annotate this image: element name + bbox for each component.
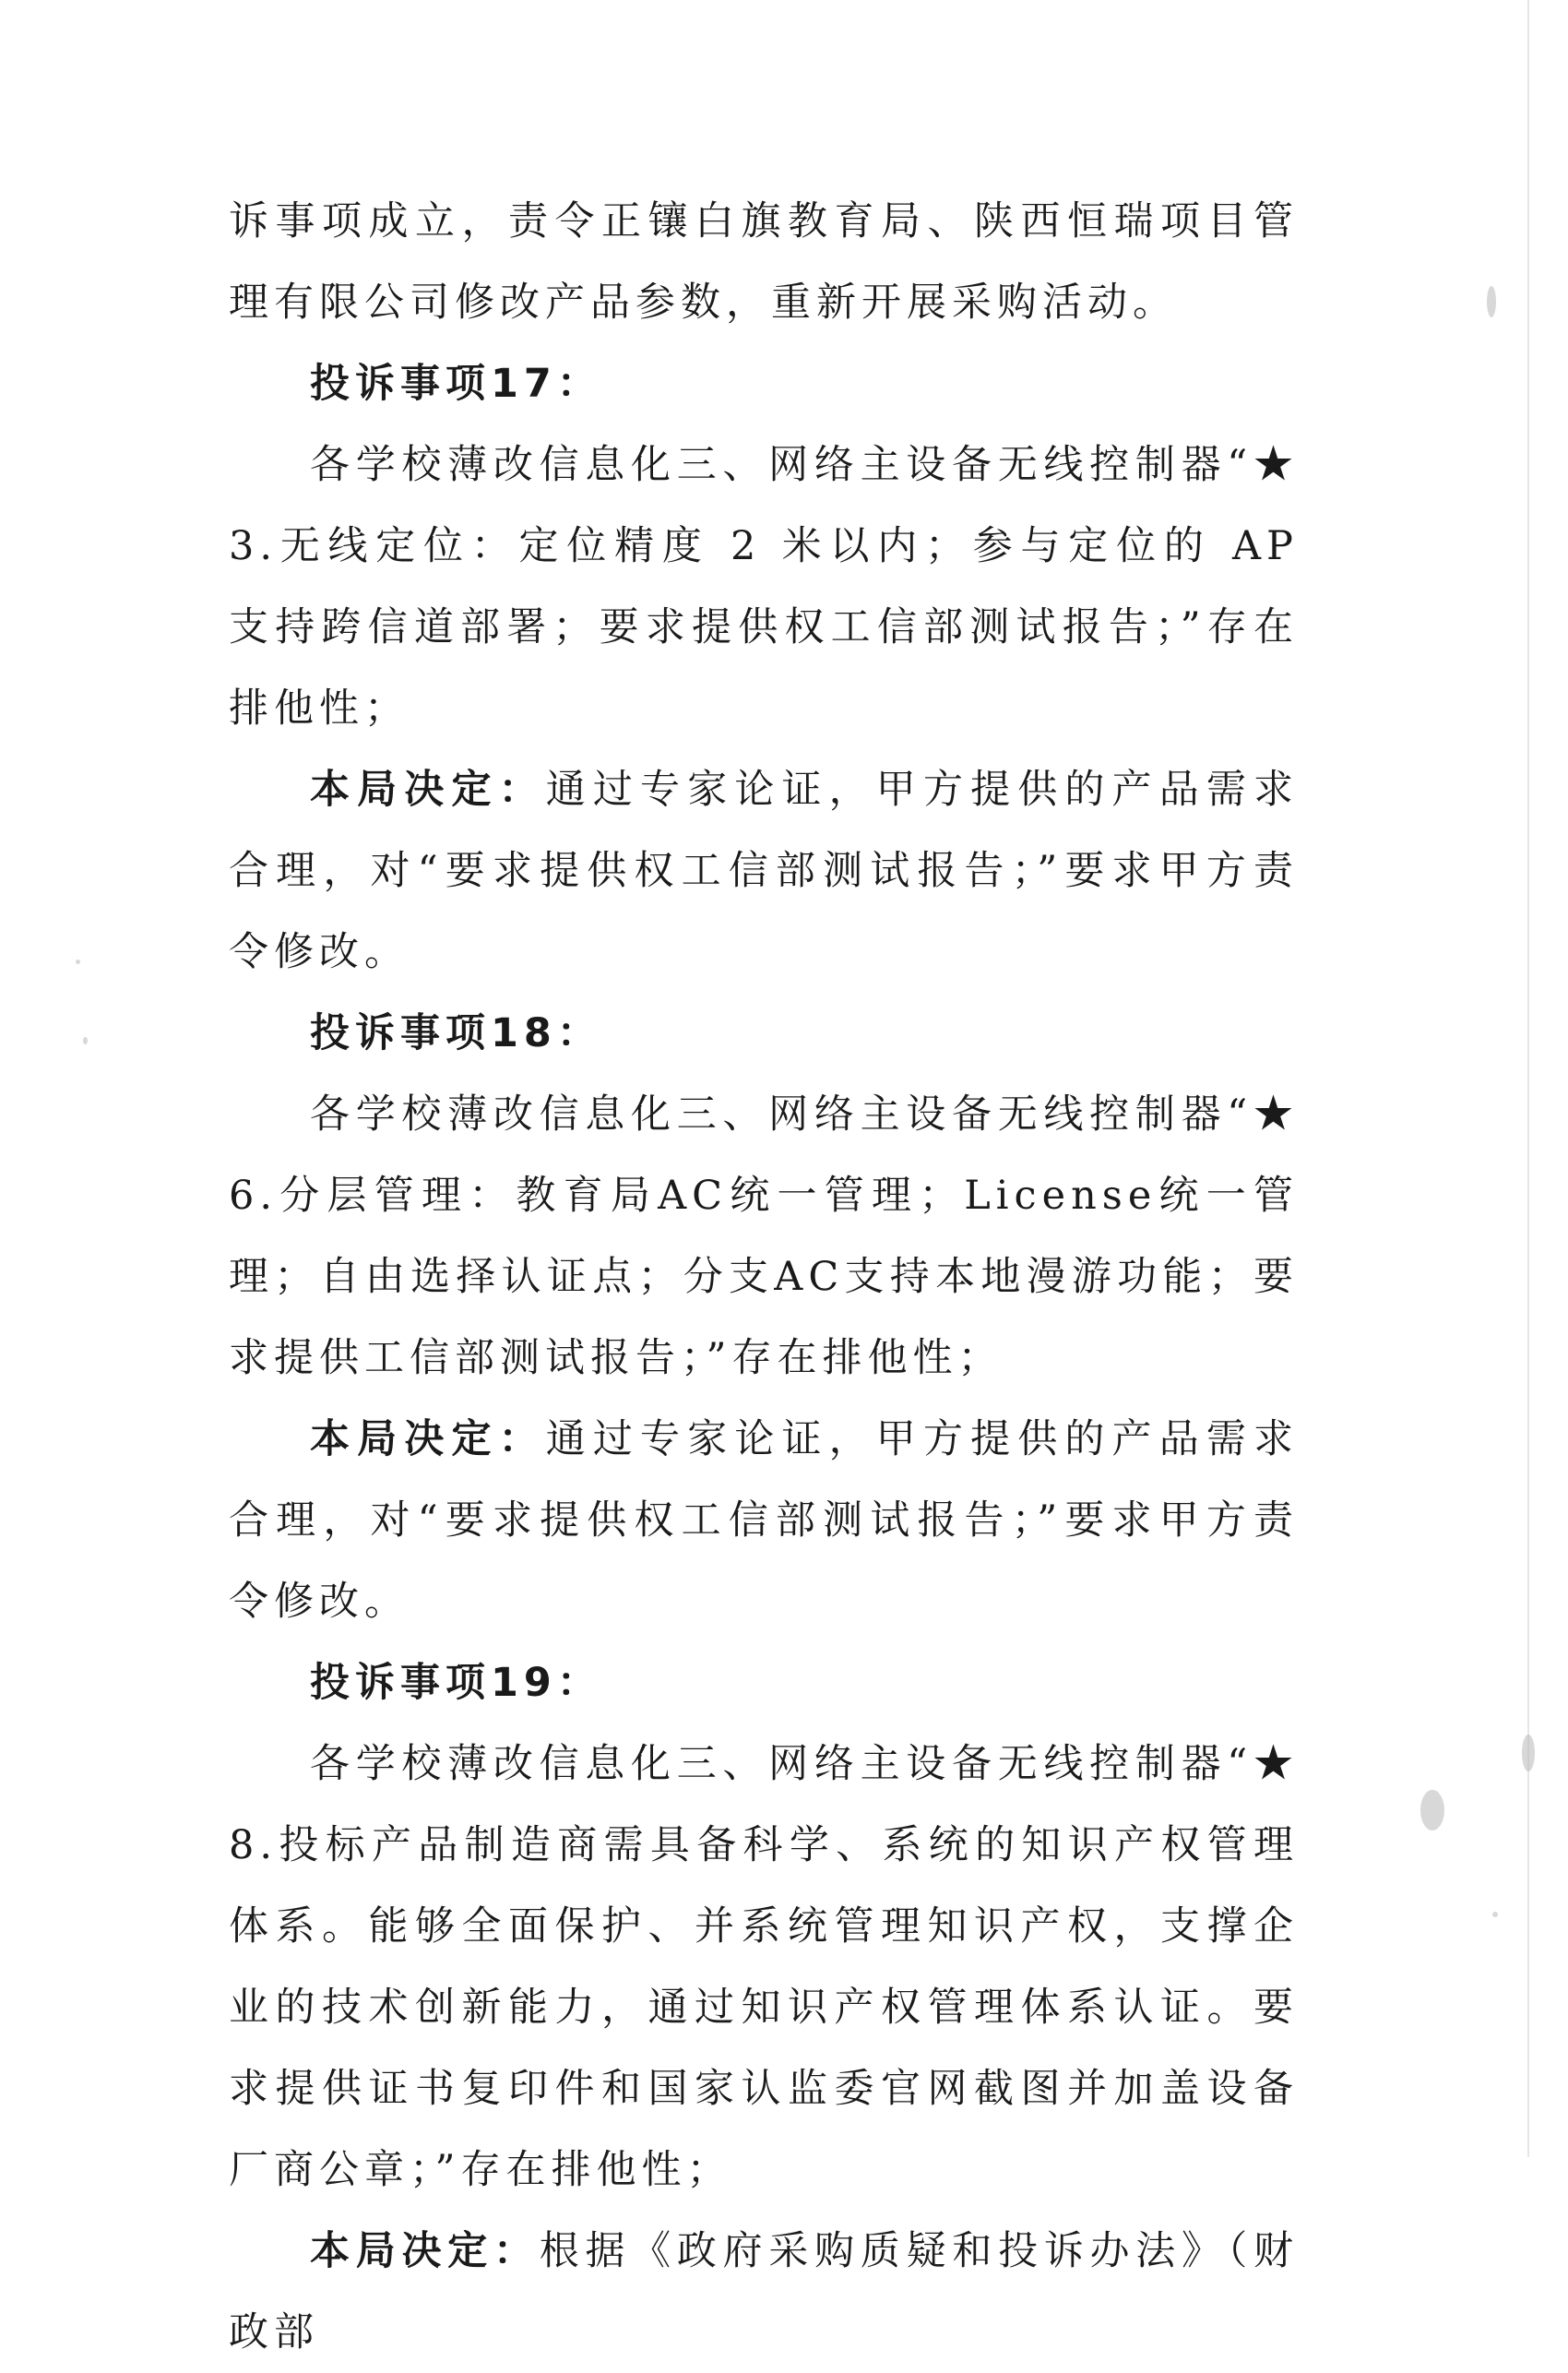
decision-text: 通过专家论证，甲方提供的产品需求合理，对“要求提供权工信部测试报告；”要求甲方责令修改。 [229, 1416, 1299, 1625]
complaint-body-17 [229, 424, 1299, 749]
complaint-body-18 [229, 1074, 1299, 1399]
scan-speck [76, 960, 80, 964]
heading-text: 投诉事项19： [310, 1660, 602, 1706]
decision-text: 根据《政府采购质疑和投诉办法》（财政部 [229, 2228, 1300, 2355]
scan-speck [83, 1037, 88, 1044]
decision-text: 通过专家论证，甲方提供的产品需求合理，对“要求提供权工信部测试报告；”要求甲方责令修改。 [229, 767, 1299, 975]
decision-label: 本局决定： [310, 1416, 546, 1462]
scan-edge-line [1527, 0, 1529, 2157]
paragraph-continuation [229, 181, 1299, 343]
paragraph-text: 各学校薄改信息化三、网络主设备无线控制器“★3.无线定位：定位精度 2 米以内；参与定位的 AP 支持跨信道部署；要求提供权工信部测试报告；”存在排他性； [229, 442, 1299, 732]
heading-text: 投诉事项18： [310, 1010, 602, 1056]
decision-paragraph-17 [229, 749, 1299, 993]
decision-paragraph-18 [229, 1399, 1299, 1642]
decision-label: 本局决定： [310, 2228, 540, 2274]
paragraph-text: 各学校薄改信息化三、网络主设备无线控制器“★8.投标产品制造商需具备科学、系统的知识产权管理体系。能够全面保护、并系统管理知识产权，支撑企业的技术创新能力，通过知识产权管理体系认证。要求提供证书复印件和国家认监委官网截图并加盖设备厂商公章；”存在排他性； [229, 1741, 1299, 2193]
paragraph-text: 诉事项成立，责令正镶白旗教育局、陕西恒瑞项目管理有限公司修改产品参数，重新开展采购活动。 [229, 198, 1299, 326]
complaint-heading-17 [229, 343, 1299, 424]
scan-speck [1487, 286, 1496, 317]
paragraph-text: 各学校薄改信息化三、网络主设备无线控制器“★6.分层管理：教育局AC统一管理；License统一管理；自由选择认证点；分支AC支持本地漫游功能；要求提供工信部测试报告；”存在排他性； [229, 1091, 1299, 1381]
scan-speck [1522, 1735, 1535, 1771]
document-body [229, 181, 1299, 2373]
decision-paragraph-19 [229, 2211, 1299, 2373]
decision-label: 本局决定： [310, 767, 546, 813]
scan-speck [1420, 1790, 1444, 1830]
heading-text: 投诉事项17： [310, 361, 602, 407]
scan-speck [1492, 1912, 1498, 1917]
complaint-heading-19 [229, 1642, 1299, 1723]
complaint-heading-18 [229, 993, 1299, 1074]
complaint-body-19 [229, 1723, 1299, 2211]
